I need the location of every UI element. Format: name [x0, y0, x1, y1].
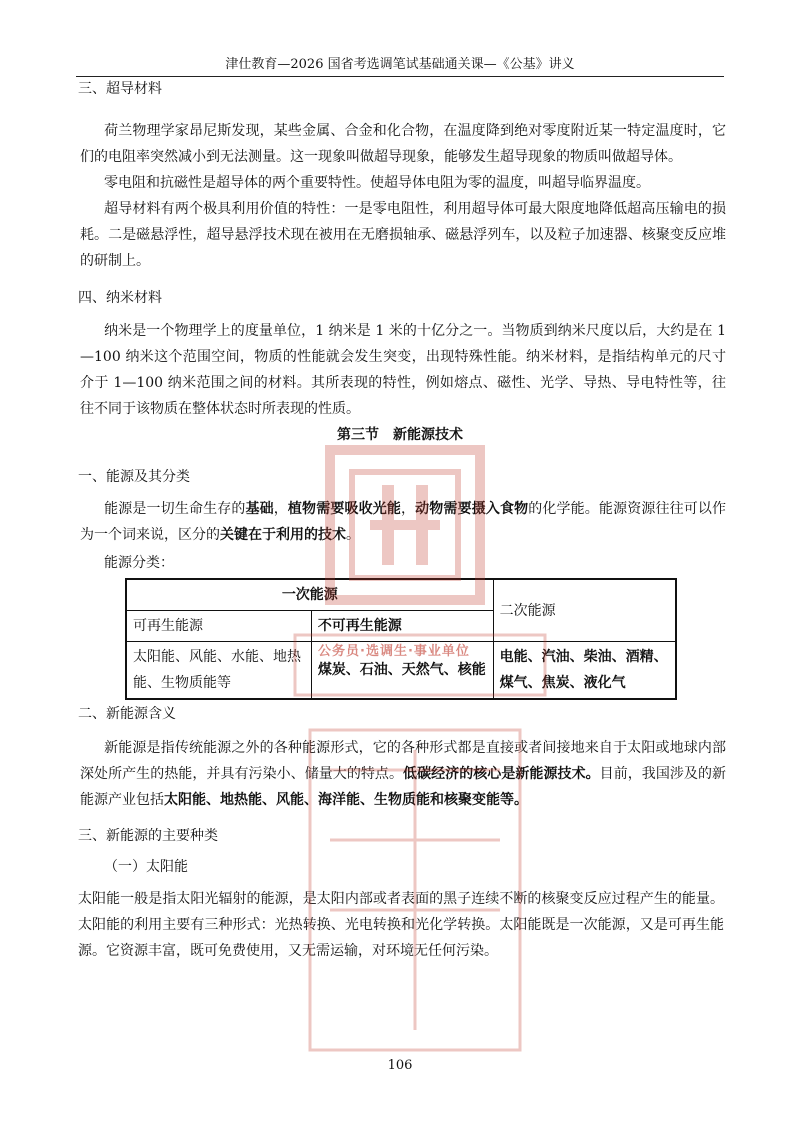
- text: 目前，我国涉及的新能源产业包括: [80, 766, 727, 808]
- bold-text: 关键在于利用的技术: [220, 527, 346, 543]
- paragraph-solar: 太阳能一般是指太阳光辐射的能源，是太阳内部或者表面的黑子连续不断的核聚变反应过程产生的能量。太阳能的利用主要有三种形式：光热转换、光电转换和光化学转换。太阳能既是一次能源，又是可再生能源。它资源丰富，既可免费使用，又无需运输，对环境无任何污染。: [78, 891, 724, 959]
- watermark-text: 公务员·选调生·事业单位: [318, 644, 470, 659]
- table-header-secondary: 二次能源: [493, 579, 676, 642]
- page-number: 106: [387, 1058, 413, 1073]
- bold-text: 基础: [245, 501, 274, 517]
- text: 的化学能。能源资源往往可以作为一个词来说，区分的: [80, 501, 727, 543]
- text: 。: [346, 527, 360, 543]
- heading-new-energy-types: 三、新能源的主要种类: [78, 828, 218, 844]
- table-cell-nonrenewable-items: 煤炭、石油、天然气、核能: [311, 642, 493, 700]
- text: 能源是一切生命生存的: [104, 501, 246, 517]
- paragraph-text: 纳米是一个物理学上的度量单位，1 纳米是 1 米的十亿分之一。当物质到纳米尺度以后，大约是在 1—100 纳米这个范围空间，物质的性能就会发生突变，出现特殊性能。纳米材料，是指结构单元的尺寸介于 1—100 纳米范围之间的材料。其所表现的特性，例如熔点、磁性、光学、导热、导电特性等，往往不同于该物质在整体状态时所表现的性质。: [80, 323, 726, 417]
- paragraph-text: 超导材料有两个极具利用价值的特性：一是零电阻性，利用超导体可最大限度地降低超高压输电的损耗。二是磁悬浮性，超导悬浮技术现在被用在无磨损轴承、磁悬浮列车，以及粒子加速器、核聚变反应堆的研制上。: [80, 201, 726, 269]
- paragraph-superconductor-3: [80, 196, 726, 274]
- bold-text: 太阳能、地热能、风能、海洋能、生物质能和核聚变能等。: [164, 792, 528, 808]
- page-header: 津仕教育—2026 国省考选调笔试基础通关课—《公基》讲义: [225, 57, 575, 72]
- table-cell-secondary-items: 电能、汽油、柴油、酒精、煤气、焦炭、液化气: [493, 642, 676, 700]
- text: ，: [401, 501, 416, 517]
- text: ，: [273, 501, 288, 517]
- paragraph-new-energy: [80, 735, 726, 813]
- bold-text: 植物需要吸收光能: [287, 501, 402, 517]
- paragraph-text: 荷兰物理学家昂尼斯发现，某些金属、合金和化合物，在温度降到绝对零度附近某一特定温度时，它们的电阻率突然减小到无法测量。这一现象叫做超导现象，能够发生超导现象的物质叫做超导体。: [80, 123, 726, 165]
- heading-nano: 四、纳米材料: [78, 290, 162, 306]
- paragraph-superconductor-1: [80, 118, 726, 170]
- classification-label: 能源分类：: [104, 555, 174, 571]
- table-header-primary: 一次能源: [126, 579, 493, 611]
- table-cell-renewable-items: 太阳能、风能、水能、地热能、生物质能等: [126, 642, 311, 700]
- text: 新能源是指传统能源之外的各种能源形式，它的各种形式都是直接或者间接地来自于太阳或地球内部深处所产生的热能，并具有污染小、储量大的特点。: [80, 740, 726, 782]
- table-subheader-renewable: 可再生能源: [126, 611, 311, 642]
- energy-classification-table: [125, 578, 677, 700]
- heading-new-energy: 二、新能源含义: [78, 706, 176, 722]
- section-title: 第三节 新能源技术: [337, 427, 463, 443]
- paragraph-nano-1: [80, 318, 726, 422]
- paragraph-superconductor-2: [80, 170, 726, 196]
- subheading-solar: （一）太阳能: [104, 859, 188, 875]
- table-row: [126, 579, 676, 611]
- heading-energy-classification: 一、能源及其分类: [78, 469, 190, 485]
- heading-superconductor: 三、超导材料: [78, 81, 162, 97]
- bold-text: 动物需要摄入食物: [415, 501, 529, 517]
- paragraph-energy-definition: [80, 496, 726, 548]
- bold-text: 低碳经济的核心是新能源技术。: [403, 766, 600, 782]
- header-divider: [76, 76, 724, 77]
- table-subheader-nonrenewable: 不可再生能源: [311, 611, 493, 642]
- paragraph-text: 零电阻和抗磁性是超导体的两个重要特性。使超导体电阻为零的温度，叫超导临界温度。: [104, 175, 650, 191]
